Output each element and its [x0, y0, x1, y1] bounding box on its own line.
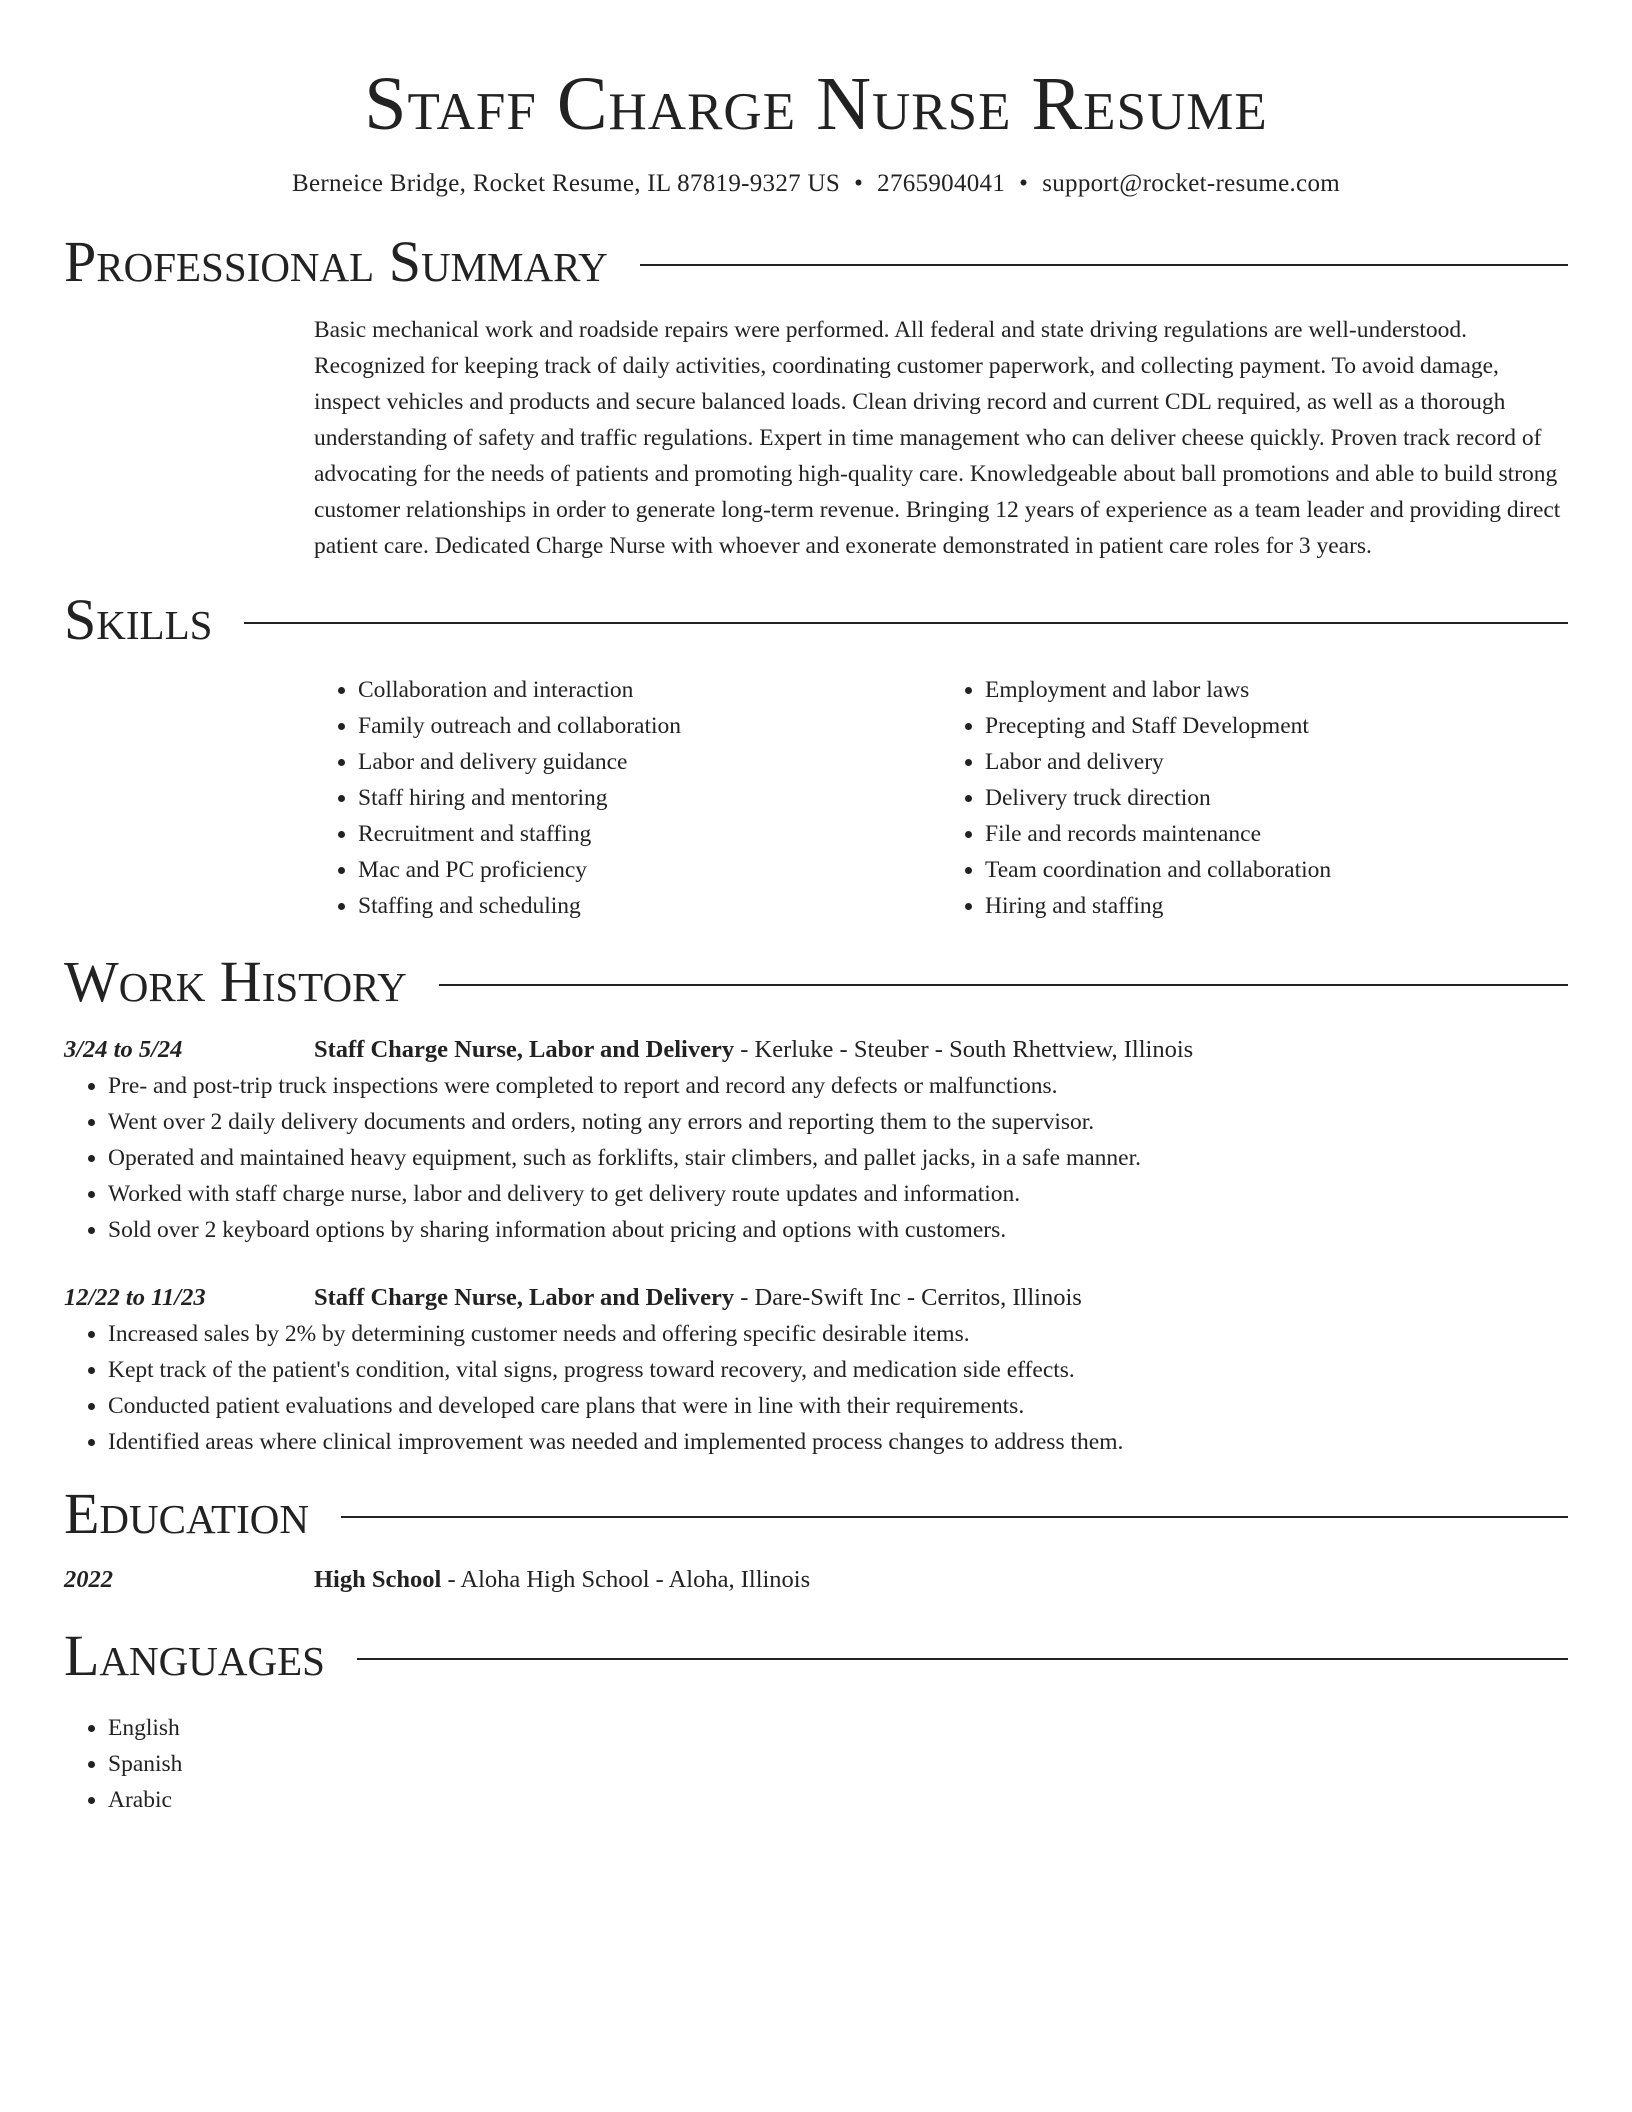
job-header: [64, 1032, 1568, 1068]
job-bullet: • Pre- and post-trip truck inspections were completed to report and record any defects or malfunctions.: [108, 1068, 1568, 1104]
job-dates: 3/24 to 5/24: [64, 1036, 183, 1063]
skill-item: • Staff hiring and mentoring: [358, 780, 941, 816]
skill-item: • Mac and PC proficiency: [358, 852, 941, 888]
skills-heading: Skills: [64, 587, 213, 652]
job-bullet: • Conducted patient evaluations and developed care plans that were in line with their requirements.: [108, 1388, 1568, 1424]
languages-list: [64, 1710, 1568, 1818]
job-employer: - Kerluke - Steuber - South Rhettview, Illinois: [734, 1036, 1194, 1063]
job-bullet: • Worked with staff charge nurse, labor and delivery to get delivery route updates and information.: [108, 1176, 1568, 1212]
education-section-header: [64, 1482, 1568, 1546]
job-bullets: [64, 1316, 1568, 1460]
skill-item: • Collaboration and interaction: [358, 672, 941, 708]
job-entry: [64, 1280, 1568, 1460]
skill-item: • Employment and labor laws: [985, 672, 1568, 708]
job-title: Staff Charge Nurse, Labor and Delivery: [314, 1036, 735, 1063]
job-heading-line: [314, 1032, 1193, 1068]
section-divider: [357, 1658, 1568, 1660]
section-divider: [341, 1516, 1568, 1518]
skill-item: • Precepting and Staff Development: [985, 708, 1568, 744]
contact-address: Berneice Bridge, Rocket Resume, IL 87819-9327 US: [291, 170, 841, 197]
contact-phone: 2765904041: [877, 170, 1006, 197]
skill-item: • Recruitment and staffing: [358, 816, 941, 852]
skills-section-header: [64, 588, 1568, 652]
skill-item: • File and records maintenance: [985, 816, 1568, 852]
job-bullet: • Operated and maintained heavy equipment, such as forklifts, stair climbers, and pallet jacks, in a safe manner.: [108, 1140, 1568, 1176]
job-header: [64, 1280, 1568, 1316]
languages-heading: Languages: [64, 1623, 325, 1688]
languages-section-header: [64, 1624, 1568, 1688]
summary-heading: Professional Summary: [64, 229, 608, 294]
summary-section-header: [64, 230, 1568, 294]
language-item: • English: [108, 1710, 1568, 1746]
section-divider: [640, 264, 1568, 266]
skills-list-right: [941, 672, 1568, 924]
skill-item: • Labor and delivery: [985, 744, 1568, 780]
contact-separator: •: [1019, 170, 1029, 197]
job-bullet: • Identified areas where clinical improvement was needed and implemented process changes to address them.: [108, 1424, 1568, 1460]
job-employer: - Dare-Swift Inc - Cerritos, Illinois: [734, 1284, 1082, 1311]
education-degree: High School: [314, 1566, 442, 1593]
education-entry: [64, 1562, 1568, 1598]
job-dates: 12/22 to 11/23: [64, 1284, 206, 1311]
job-entry: [64, 1032, 1568, 1248]
skill-item: • Labor and delivery guidance: [358, 744, 941, 780]
skill-item: • Hiring and staffing: [985, 888, 1568, 924]
resume-page: [64, 0, 1568, 1818]
education-year: 2022: [64, 1566, 113, 1593]
skills-list-left: [314, 672, 941, 924]
contact-email: support@rocket-resume.com: [1042, 170, 1340, 197]
education-heading: Education: [64, 1481, 309, 1546]
resume-title: Staff Charge Nurse Resume: [364, 62, 1268, 146]
work-section-header: [64, 950, 1568, 1014]
job-bullet: • Kept track of the patient's condition, vital signs, progress toward recovery, and medication side effects.: [108, 1352, 1568, 1388]
skill-item: • Delivery truck direction: [985, 780, 1568, 816]
job-title: Staff Charge Nurse, Labor and Delivery: [314, 1284, 735, 1311]
section-divider: [439, 984, 1568, 986]
contact-separator: •: [854, 170, 864, 197]
job-bullet: • Increased sales by 2% by determining customer needs and offering specific desirable items.: [108, 1316, 1568, 1352]
job-bullet: • Went over 2 daily delivery documents and orders, noting any errors and reporting them to the supervisor.: [108, 1104, 1568, 1140]
skills-grid: [314, 672, 1568, 924]
skill-item: • Family outreach and collaboration: [358, 708, 941, 744]
job-bullets: [64, 1068, 1568, 1248]
job-heading-line: [314, 1280, 1082, 1316]
skill-item: • Staffing and scheduling: [358, 888, 941, 924]
job-bullet: • Sold over 2 keyboard options by sharing information about pricing and options with customers.: [108, 1212, 1568, 1248]
language-item: • Arabic: [108, 1782, 1568, 1818]
skill-item: • Team coordination and collaboration: [985, 852, 1568, 888]
language-item: • Spanish: [108, 1746, 1568, 1782]
section-divider: [244, 622, 1568, 624]
education-school: - Aloha High School - Aloha, Illinois: [441, 1566, 811, 1593]
summary-text: Basic mechanical work and roadside repairs were performed. All federal and state driving regulations are well-understood. Recognized for keeping track of daily activities, coordinating customer paperwork, and collecting payment. To avoid damage, inspect vehicles and products and secure balanced loads. Clean driving record and current CDL required, as well as a thorough understanding of safety and traffic regulations. Expert in time management who can deliver cheese quickly. Proven track record of advocating for the needs of patients and promoting high-quality care. Knowledgeable about ball promotions and able to build strong customer relationships in order to generate long-term revenue. Bringing 12 years of experience as a team leader and providing direct patient care. Dedicated Charge Nurse with whoever and exonerate demonstrated in patient care roles for 3 years.: [314, 317, 1561, 559]
contact-line: [64, 168, 1568, 200]
work-heading: Work History: [64, 949, 407, 1014]
education-line: [314, 1562, 810, 1598]
